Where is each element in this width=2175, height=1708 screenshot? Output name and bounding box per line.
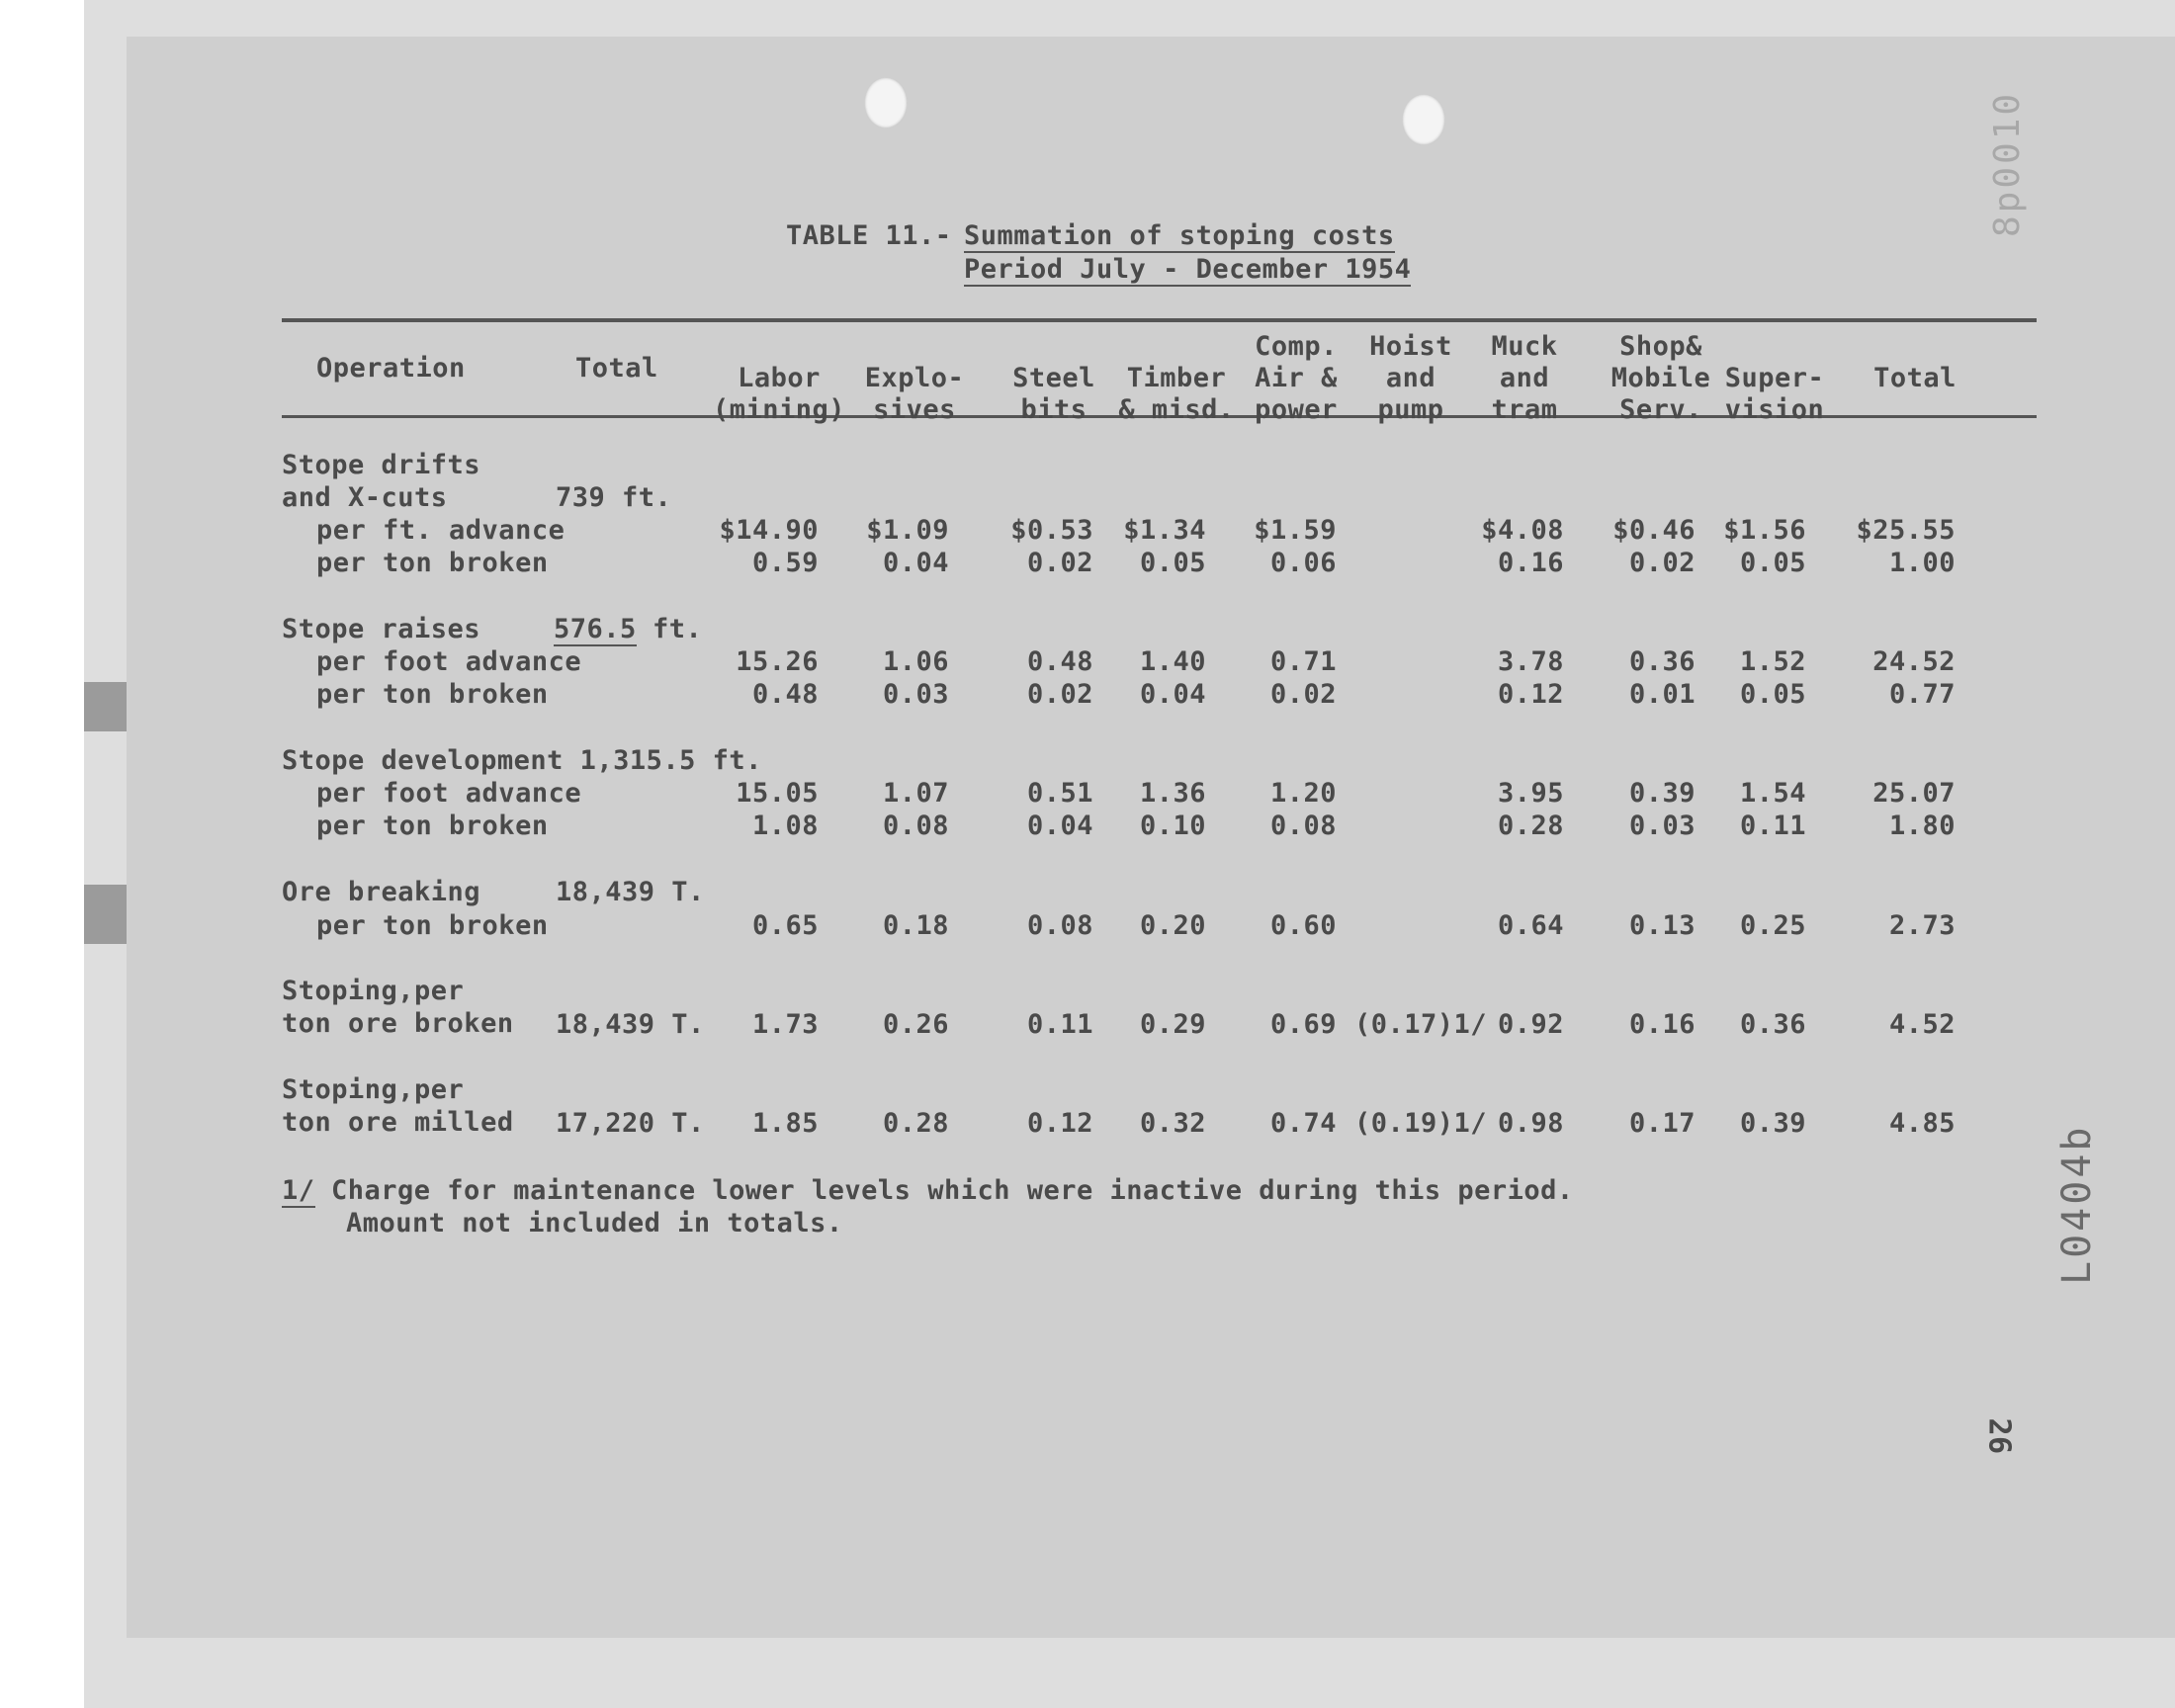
cell-labor: 0.59	[751, 548, 819, 578]
cell-explosives: 0.18	[882, 910, 949, 941]
cell-muck: 0.16	[1497, 548, 1564, 578]
cell-labor: 1.73	[751, 1009, 819, 1040]
cell-muck: 0.12	[1497, 679, 1564, 710]
margin-stamp-top: 8p0010	[1987, 90, 2028, 237]
table-label: TABLE 11.-	[786, 220, 952, 251]
cell-steel: 0.48	[1026, 646, 1093, 677]
cell-total: 4.85	[1888, 1108, 1956, 1139]
header-labor: (mining)	[712, 394, 846, 425]
row-label: per ton broken	[316, 811, 549, 841]
cell-explosives: 0.04	[882, 548, 949, 578]
header-steel: Steel	[1012, 363, 1095, 393]
cell-steel: 0.02	[1026, 548, 1093, 578]
cell-muck: 0.92	[1497, 1009, 1564, 1040]
cell-steel: $0.53	[1010, 515, 1093, 546]
footnote-marker: 1/	[282, 1175, 315, 1206]
header-hoist: and	[1385, 363, 1436, 393]
section-quantity: 18,439 T.	[556, 1009, 705, 1040]
cell-explosives: 0.28	[882, 1108, 949, 1139]
header-muck: Muck	[1491, 331, 1558, 362]
cell-comp-air: $1.59	[1254, 515, 1337, 546]
cell-labor: $14.90	[719, 515, 819, 546]
section-label: Ore breaking	[282, 877, 481, 907]
header-total-quantity: Total	[575, 353, 658, 384]
header-muck: tram	[1491, 394, 1558, 425]
row-label: per ft. advance	[316, 515, 566, 546]
header-shop: Serv.	[1619, 394, 1702, 425]
cell-comp-air: 0.71	[1269, 646, 1337, 677]
cell-explosives: $1.09	[866, 515, 949, 546]
cell-timber: 1.36	[1139, 778, 1206, 809]
section-label: Stope drifts	[282, 450, 481, 480]
cell-total: 0.77	[1888, 679, 1956, 710]
cell-explosives: 1.06	[882, 646, 949, 677]
cell-steel: 0.02	[1026, 679, 1093, 710]
table-title-line2: Period July - December 1954	[964, 254, 1412, 285]
section-quantity: 739 ft.	[556, 482, 672, 513]
cell-timber: 0.29	[1139, 1009, 1206, 1040]
header-labor: Labor	[738, 363, 821, 393]
cell-shop: 0.02	[1628, 548, 1696, 578]
cell-shop: 0.03	[1628, 811, 1696, 841]
cell-supervision: 0.05	[1739, 679, 1806, 710]
header-steel: bits	[1020, 394, 1088, 425]
cell-hoist: (0.19)1/	[1354, 1108, 1488, 1139]
margin-stamp-bottom: L0404b	[2054, 1124, 2100, 1285]
cell-shop: 0.01	[1628, 679, 1696, 710]
section-quantity: 17,220 T.	[556, 1108, 705, 1139]
header-supervision: vision	[1724, 394, 1825, 425]
section-label: Stoping,per	[282, 976, 465, 1006]
header-comp-air: Air &	[1255, 363, 1338, 393]
cell-labor: 15.26	[736, 646, 819, 677]
section-quantity: 18,439 T.	[556, 877, 705, 907]
cell-steel: 0.04	[1026, 811, 1093, 841]
cell-shop: 0.36	[1628, 646, 1696, 677]
footnote-line1: Charge for maintenance lower levels which were inactive during this period.	[331, 1175, 1574, 1206]
cell-timber: 0.20	[1139, 910, 1206, 941]
cell-supervision: $1.56	[1723, 515, 1806, 546]
cell-explosives: 0.26	[882, 1009, 949, 1040]
cell-steel: 0.51	[1026, 778, 1093, 809]
section-label: Stope development 1,315.5 ft.	[282, 745, 762, 776]
header-total: Total	[1873, 363, 1957, 393]
cell-timber: 0.05	[1139, 548, 1206, 578]
cell-comp-air: 0.06	[1269, 548, 1337, 578]
header-comp-air: Comp.	[1255, 331, 1338, 362]
cell-steel: 0.08	[1026, 910, 1093, 941]
cell-shop: $0.46	[1612, 515, 1696, 546]
cell-shop: 0.17	[1628, 1108, 1696, 1139]
header-explosives: sives	[873, 394, 956, 425]
cell-total: 24.52	[1872, 646, 1956, 677]
cell-timber: 0.04	[1139, 679, 1206, 710]
header-shop: Mobile	[1610, 363, 1711, 393]
table-title-line1: Summation of stoping costs	[964, 220, 1395, 251]
cell-supervision: 0.25	[1739, 910, 1806, 941]
cell-steel: 0.11	[1026, 1009, 1093, 1040]
scan-artifact-band	[84, 682, 129, 731]
row-label: per foot advance	[316, 778, 582, 809]
cell-timber: $1.34	[1123, 515, 1206, 546]
section-label: ton ore broken	[282, 1008, 514, 1039]
header-hoist: pump	[1377, 394, 1444, 425]
cell-timber: 1.40	[1139, 646, 1206, 677]
cell-comp-air: 0.60	[1269, 910, 1337, 941]
cell-muck: $4.08	[1481, 515, 1564, 546]
header-hoist: Hoist	[1369, 331, 1452, 362]
header-timber: Timber	[1126, 363, 1227, 393]
cell-total: 4.52	[1888, 1009, 1956, 1040]
cell-labor: 1.08	[751, 811, 819, 841]
header-explosives: Explo-	[864, 363, 965, 393]
cell-supervision: 1.52	[1739, 646, 1806, 677]
row-label: per ton broken	[316, 548, 549, 578]
page-number: 26	[1981, 1417, 2017, 1455]
cell-hoist: (0.17)1/	[1354, 1009, 1488, 1040]
row-label: per foot advance	[316, 646, 582, 677]
row-label: per ton broken	[316, 679, 549, 710]
cell-comp-air: 1.20	[1269, 778, 1337, 809]
header-operation: Operation	[316, 353, 466, 384]
cell-comp-air: 0.74	[1269, 1108, 1337, 1139]
cell-labor: 15.05	[736, 778, 819, 809]
cell-labor: 0.65	[751, 910, 819, 941]
cell-muck: 3.78	[1497, 646, 1564, 677]
cell-total: 25.07	[1872, 778, 1956, 809]
cell-explosives: 0.03	[882, 679, 949, 710]
cell-muck: 3.95	[1497, 778, 1564, 809]
cell-comp-air: 0.08	[1269, 811, 1337, 841]
cell-shop: 0.16	[1628, 1009, 1696, 1040]
table-top-rule	[282, 318, 2037, 322]
cell-supervision: 0.05	[1739, 548, 1806, 578]
cell-shop: 0.13	[1628, 910, 1696, 941]
section-quantity-unit: ft.	[652, 614, 703, 644]
cell-supervision: 0.39	[1739, 1108, 1806, 1139]
header-comp-air: power	[1255, 394, 1338, 425]
scan-artifact-band	[84, 885, 129, 944]
cell-labor: 0.48	[751, 679, 819, 710]
header-muck: and	[1499, 363, 1550, 393]
cell-comp-air: 0.02	[1269, 679, 1337, 710]
cell-supervision: 1.54	[1739, 778, 1806, 809]
cell-total: 1.00	[1888, 548, 1956, 578]
cell-total: 2.73	[1888, 910, 1956, 941]
cell-muck: 0.64	[1497, 910, 1564, 941]
cell-total: 1.80	[1888, 811, 1956, 841]
footnote-line2: Amount not included in totals.	[346, 1208, 843, 1238]
cell-total: $25.55	[1856, 515, 1956, 546]
section-label: Stoping,per	[282, 1074, 465, 1105]
cell-timber: 0.10	[1139, 811, 1206, 841]
cell-comp-air: 0.69	[1269, 1009, 1337, 1040]
header-shop: Shop&	[1619, 331, 1702, 362]
cell-labor: 1.85	[751, 1108, 819, 1139]
section-label: Stope raises	[282, 614, 481, 644]
cell-timber: 0.32	[1139, 1108, 1206, 1139]
punch-hole-right	[1402, 94, 1445, 145]
punch-hole-left	[864, 77, 908, 128]
row-label: per ton broken	[316, 910, 549, 941]
cell-muck: 0.28	[1497, 811, 1564, 841]
section-label: and X-cuts	[282, 482, 448, 513]
cell-supervision: 0.11	[1739, 811, 1806, 841]
cell-supervision: 0.36	[1739, 1009, 1806, 1040]
cell-explosives: 0.08	[882, 811, 949, 841]
section-quantity: 576.5	[554, 614, 637, 644]
section-label: ton ore milled	[282, 1107, 514, 1138]
header-timber: & misd.	[1118, 394, 1235, 425]
header-supervision: Super-	[1724, 363, 1825, 393]
cell-steel: 0.12	[1026, 1108, 1093, 1139]
cell-muck: 0.98	[1497, 1108, 1564, 1139]
cell-explosives: 1.07	[882, 778, 949, 809]
cell-shop: 0.39	[1628, 778, 1696, 809]
